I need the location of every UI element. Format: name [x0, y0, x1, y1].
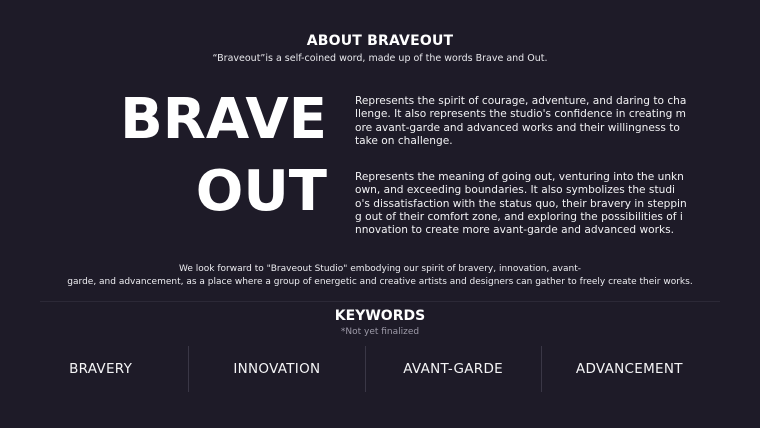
keywords-list: [13, 346, 717, 392]
about-subtitle: “Braveout”is a self-coined word, made up of the words Brave and Out.: [212, 53, 548, 64]
closing-line-1: We look forward to "Braveout Studio" embodying our spirit of bravery, innovation, avant-: [178, 264, 581, 274]
brave-heading: BRAVE: [120, 87, 327, 152]
keyword-bravery: BRAVERY: [13, 346, 189, 392]
keyword-advancement: ADVANCEMENT: [575, 361, 683, 377]
brave-description: Represents the spirit of courage, adventure, and daring to challenge. It also represents the studio's confidence in creating more avant-garde and advanced works and their willingness to take on challenge.: [355, 95, 687, 147]
out-heading: OUT: [195, 159, 327, 224]
closing-statement: [30, 263, 730, 288]
closing-line-2: garde, and advancement, as a place where a group of energetic and creative artists and designers can gather to freely create their works.: [67, 276, 693, 287]
out-description: Represents the meaning of going out, venturing into the unknown, and exceeding boundaries. It also symbolizes the studio's dissatisfaction with the status quo, their bravery in stepping out of their comfort zone, and exploring the possibilities of innovation to create more avant-garde and advanced works.: [355, 171, 687, 237]
keyword-innovation: INNOVATION: [189, 346, 365, 392]
keyword-avant-garde: AVANT-GARDE: [366, 346, 542, 392]
keywords-title: KEYWORDS: [334, 308, 426, 324]
about-title: ABOUT BRAVEOUT: [306, 33, 454, 49]
section-divider: [40, 301, 720, 302]
keywords-note: *Not yet finalized: [340, 327, 420, 337]
